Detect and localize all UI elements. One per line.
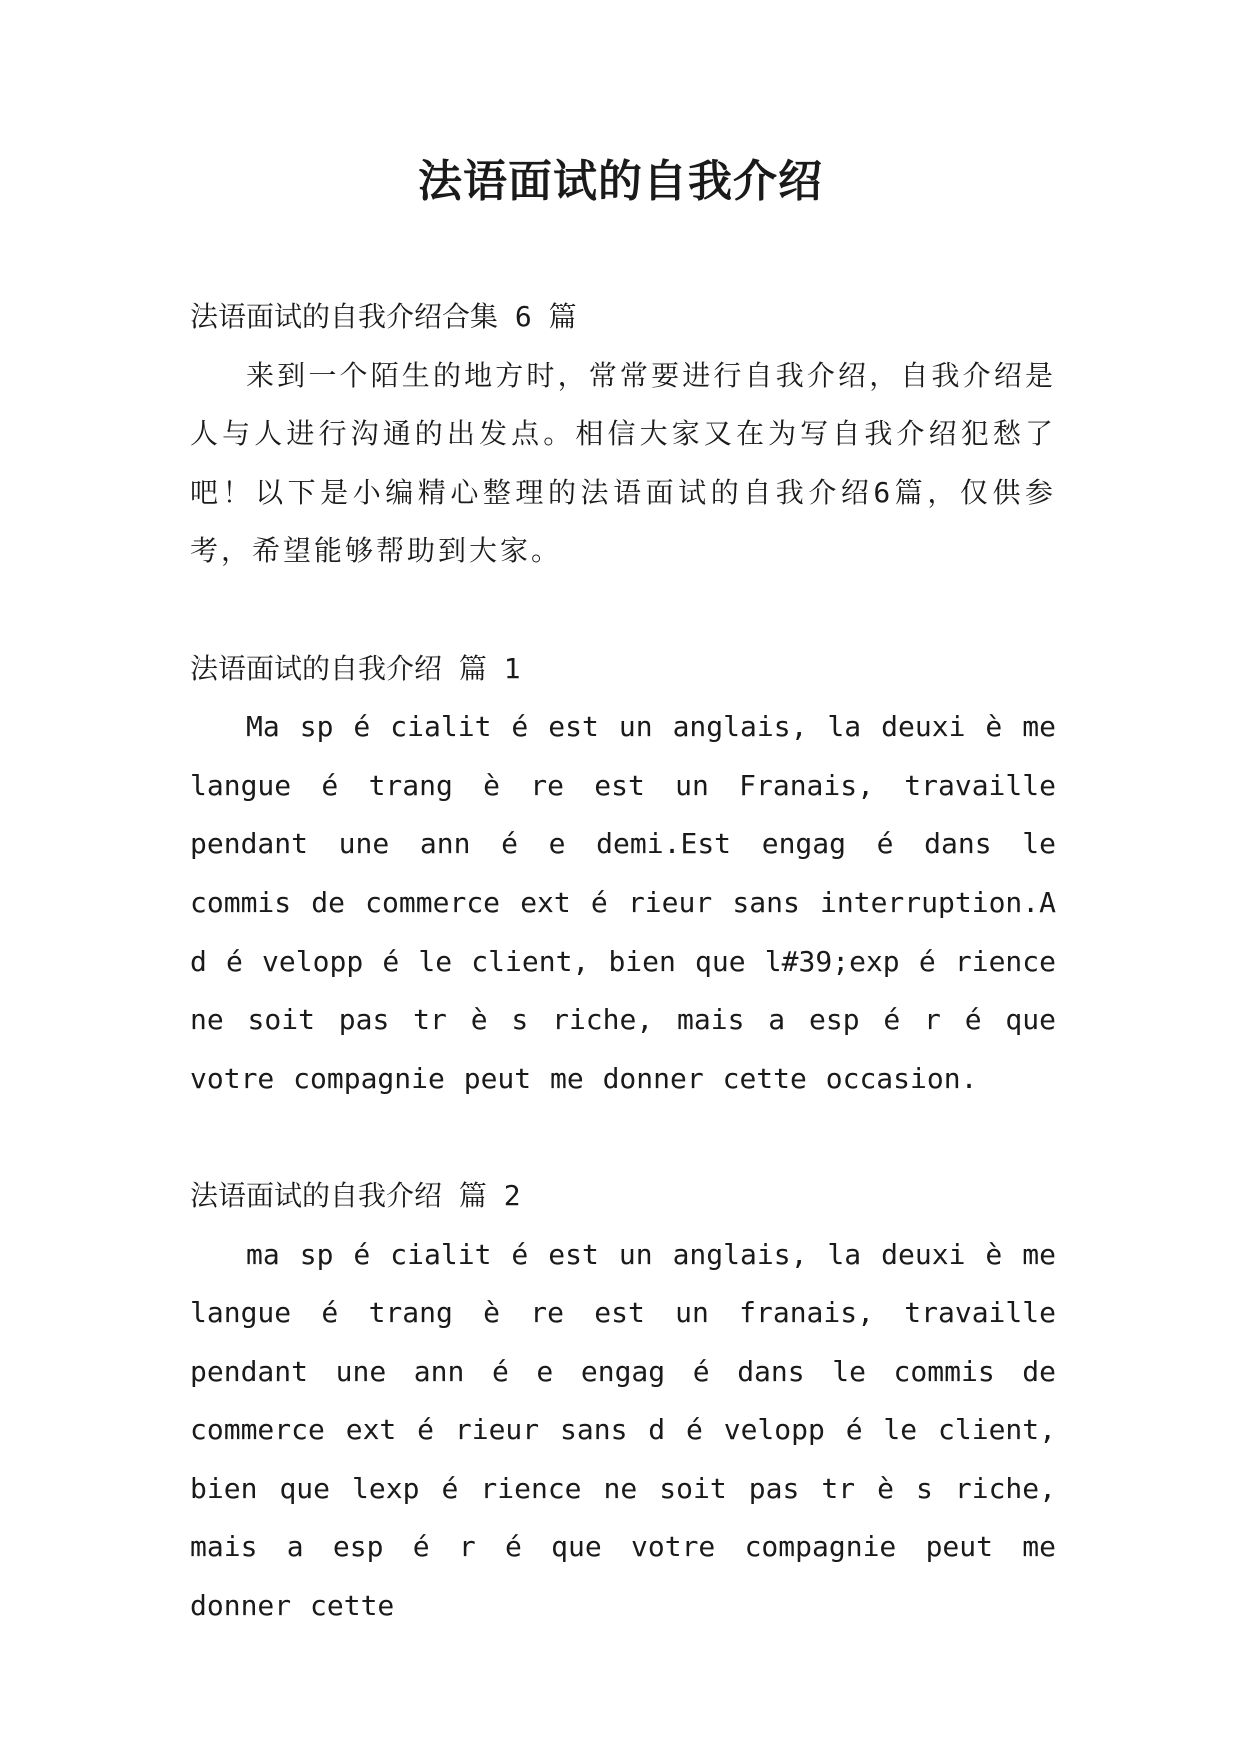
section-heading-1: 法语面试的自我介绍 篇 1	[190, 651, 521, 685]
section-body-1: Ma sp é cialit é est un anglais, la deuxi è me langue é trang è re est un Franais, travaille pendant une ann é e demi.Est engag é dans le commis de commerce ext é rieur sans interruption.A d é velopp é le client, bien que l#39;exp é rience ne soit pas tr è s riche, mais a esp é r é que votre compagnie peut me donner cette occasion.	[190, 710, 1056, 1095]
spacer	[190, 1108, 1056, 1167]
spacer	[190, 581, 1056, 640]
document-title: 法语面试的自我介绍	[418, 156, 823, 207]
section-body-2: ma sp é cialit é est un anglais, la deuxi è me langue é trang è re est un franais, travaille pendant une ann é e engag é dans le commis de commerce ext é rieur sans d é velopp é le client, bien que lexp é rience ne soit pas tr è s riche, mais a esp é r é que votre compagnie peut me donner cette	[190, 1237, 1056, 1623]
document-body	[190, 288, 1056, 1636]
section-heading-2: 法语面试的自我介绍 篇 2	[190, 1178, 521, 1212]
intro-paragraph: 来到一个陌生的地方时，常常要进行自我介绍，自我介绍是人与人进行沟通的出发点。相信大家又在为写自我介绍犯愁了吧！以下是小编精心整理的法语面试的自我介绍6篇，仅供参考，希望能够帮助到大家。	[190, 358, 1056, 568]
collection-heading: 法语面试的自我介绍合集 6 篇	[190, 300, 577, 333]
